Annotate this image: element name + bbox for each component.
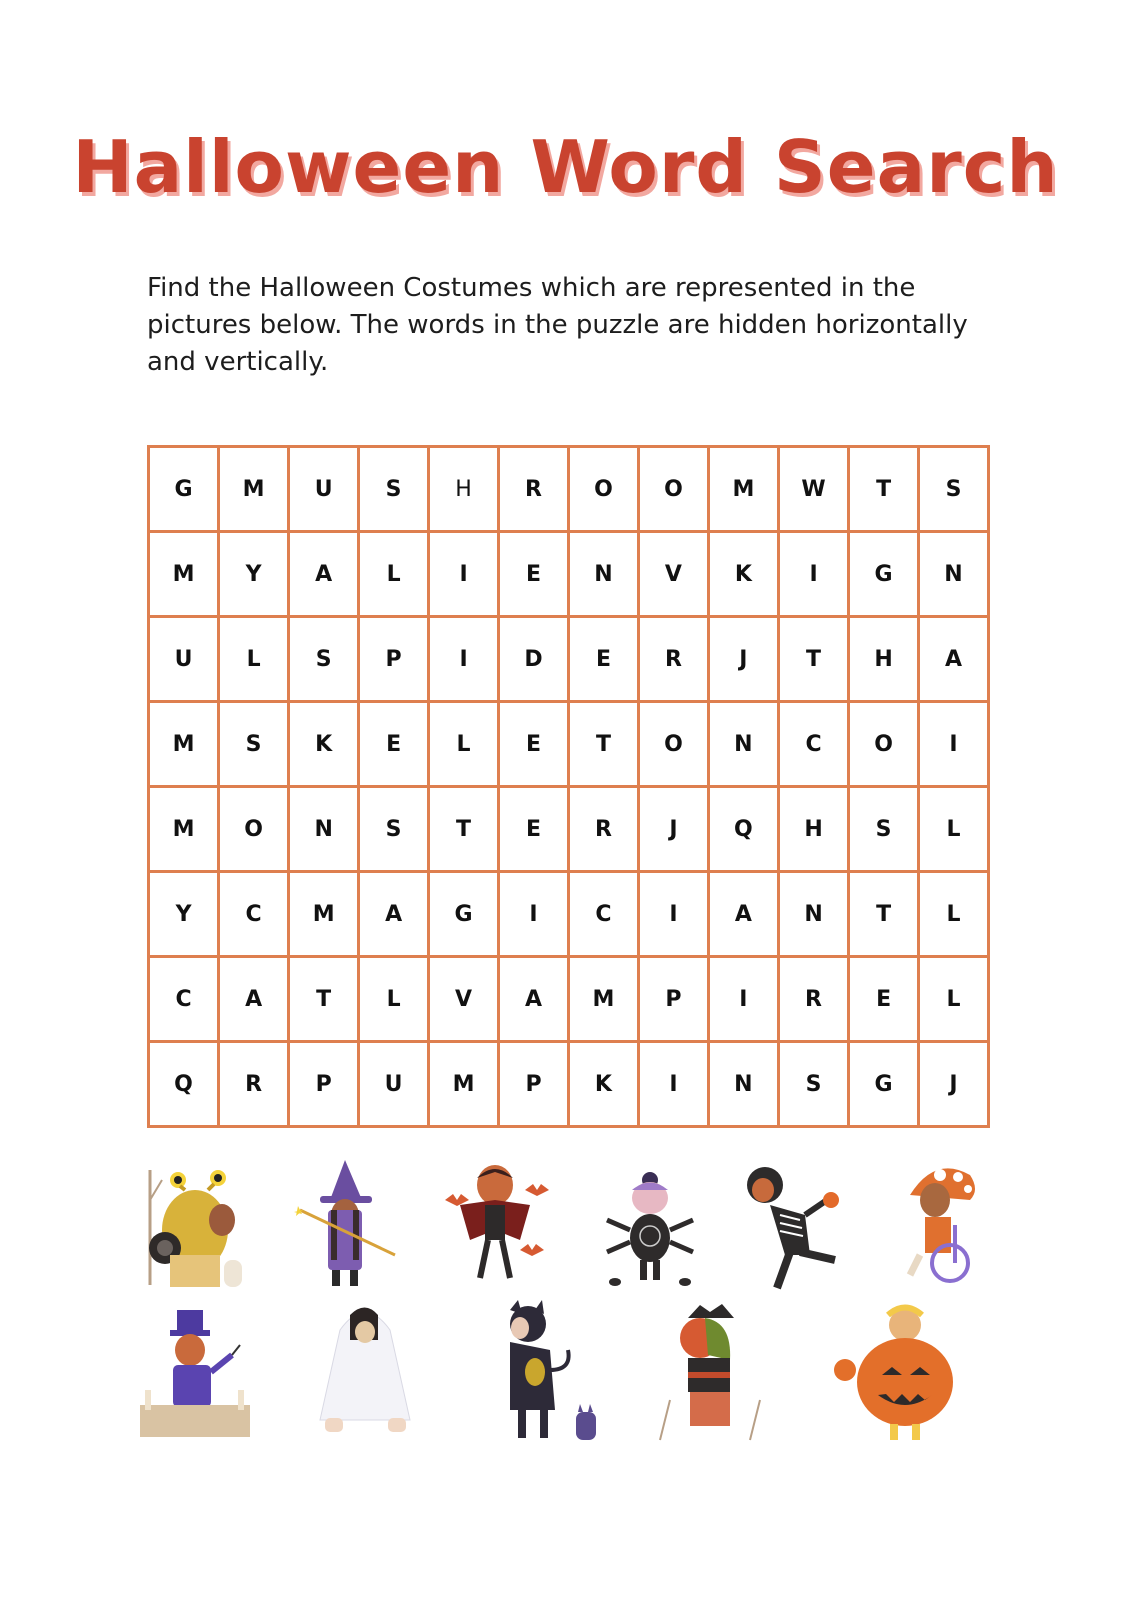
grid-cell: R	[568, 787, 638, 872]
grid-cell: U	[149, 617, 219, 702]
grid-cell: M	[708, 447, 778, 532]
grid-cell: K	[708, 532, 778, 617]
grid-cell: W	[778, 447, 848, 532]
grid-cell: Q	[149, 1042, 219, 1127]
grid-cell: H	[849, 617, 919, 702]
magician-costume-illustration	[140, 1310, 250, 1440]
grid-cell: E	[568, 617, 638, 702]
grid-cell: J	[708, 617, 778, 702]
mushroom-costume-illustration	[890, 1155, 1000, 1290]
grid-cell: E	[499, 702, 569, 787]
grid-cell: P	[638, 957, 708, 1042]
cat-costume-illustration	[480, 1300, 600, 1445]
grid-cell: K	[289, 702, 359, 787]
grid-cell: T	[429, 787, 499, 872]
grid-cell: C	[149, 957, 219, 1042]
grid-cell: N	[919, 532, 989, 617]
grid-cell: L	[919, 872, 989, 957]
grid-cell: O	[638, 447, 708, 532]
witch-costume-illustration	[290, 1160, 400, 1290]
grid-cell: H	[778, 787, 848, 872]
grid-cell: N	[708, 1042, 778, 1127]
grid-cell: S	[359, 787, 429, 872]
grid-row	[149, 872, 989, 957]
grid-cell: E	[499, 532, 569, 617]
grid-row	[149, 702, 989, 787]
spider-costume-illustration	[595, 1160, 705, 1290]
grid-cell: A	[708, 872, 778, 957]
grid-cell: M	[219, 447, 289, 532]
grid-cell: S	[849, 787, 919, 872]
grid-cell: T	[568, 702, 638, 787]
grid-cell: M	[289, 872, 359, 957]
grid-cell: A	[219, 957, 289, 1042]
grid-cell: I	[778, 532, 848, 617]
grid-cell: H	[429, 447, 499, 532]
grid-row	[149, 447, 989, 532]
grid-cell: N	[289, 787, 359, 872]
grid-cell: O	[849, 702, 919, 787]
pumpkin-costume-illustration	[830, 1300, 970, 1445]
costume-illustrations	[140, 1160, 1000, 1470]
grid-cell: O	[638, 702, 708, 787]
grid-cell: R	[499, 447, 569, 532]
grid-cell: C	[778, 702, 848, 787]
grid-cell: R	[638, 617, 708, 702]
grid-row	[149, 787, 989, 872]
grid-cell: K	[568, 1042, 638, 1127]
grid-cell: S	[219, 702, 289, 787]
grid-cell: L	[359, 957, 429, 1042]
grid-cell: E	[849, 957, 919, 1042]
grid-cell: G	[849, 532, 919, 617]
grid-cell: L	[919, 957, 989, 1042]
grid-cell: R	[778, 957, 848, 1042]
ghost-costume-illustration	[310, 1300, 420, 1440]
grid-row	[149, 532, 989, 617]
grid-cell: E	[499, 787, 569, 872]
grid-cell: S	[359, 447, 429, 532]
grid-cell: E	[359, 702, 429, 787]
grid-cell: S	[778, 1042, 848, 1127]
grid-cell: U	[359, 1042, 429, 1127]
grid-cell: Y	[219, 532, 289, 617]
grid-cell: O	[568, 447, 638, 532]
grid-cell: T	[849, 447, 919, 532]
grid-cell: A	[499, 957, 569, 1042]
grid-cell: S	[919, 447, 989, 532]
grid-row	[149, 957, 989, 1042]
grid-cell: T	[289, 957, 359, 1042]
grid-cell: U	[289, 447, 359, 532]
grid-row	[149, 617, 989, 702]
grid-cell: S	[289, 617, 359, 702]
grid-cell: A	[919, 617, 989, 702]
grid-cell: I	[638, 1042, 708, 1127]
instructions: Find the Halloween Costumes which are represented in the pictures below. The words in the puzzle are hidden horizontally and vertically.	[147, 273, 968, 377]
grid-cell: P	[289, 1042, 359, 1127]
grid-cell: T	[778, 617, 848, 702]
grid-cell: D	[499, 617, 569, 702]
grid-cell: Q	[708, 787, 778, 872]
page-title: Halloween Word Search	[72, 125, 1059, 209]
grid-cell: Y	[149, 872, 219, 957]
grid-cell: M	[149, 702, 219, 787]
grid-cell: M	[149, 532, 219, 617]
grid-cell: J	[638, 787, 708, 872]
grid-cell: N	[778, 872, 848, 957]
grid-cell: A	[289, 532, 359, 617]
grid-cell: P	[499, 1042, 569, 1127]
grid-cell: C	[568, 872, 638, 957]
grid-cell: J	[919, 1042, 989, 1127]
grid-cell: G	[429, 872, 499, 957]
grid-cell: M	[568, 957, 638, 1042]
skeleton-costume-illustration	[735, 1160, 845, 1290]
grid-cell: T	[849, 872, 919, 957]
monster-costume-illustration	[650, 1300, 770, 1445]
grid-cell: I	[429, 532, 499, 617]
word-search-grid	[147, 445, 990, 1128]
snail-costume-illustration	[140, 1160, 250, 1290]
grid-cell: V	[638, 532, 708, 617]
grid-cell: G	[849, 1042, 919, 1127]
grid-cell: I	[708, 957, 778, 1042]
grid-row	[149, 1042, 989, 1127]
grid-cell: P	[359, 617, 429, 702]
grid-cell: I	[919, 702, 989, 787]
grid-cell: L	[919, 787, 989, 872]
grid-cell: I	[638, 872, 708, 957]
grid-cell: N	[708, 702, 778, 787]
grid-cell: L	[219, 617, 289, 702]
grid-cell: N	[568, 532, 638, 617]
grid-cell: L	[429, 702, 499, 787]
grid-cell: A	[359, 872, 429, 957]
vampire-costume-illustration	[440, 1160, 550, 1290]
grid-cell: L	[359, 532, 429, 617]
grid-cell: M	[429, 1042, 499, 1127]
grid-cell: O	[219, 787, 289, 872]
grid-cell: M	[149, 787, 219, 872]
grid-cell: G	[149, 447, 219, 532]
grid-cell: R	[219, 1042, 289, 1127]
grid-cell: I	[499, 872, 569, 957]
grid-cell: C	[219, 872, 289, 957]
grid-cell: I	[429, 617, 499, 702]
grid-cell: V	[429, 957, 499, 1042]
